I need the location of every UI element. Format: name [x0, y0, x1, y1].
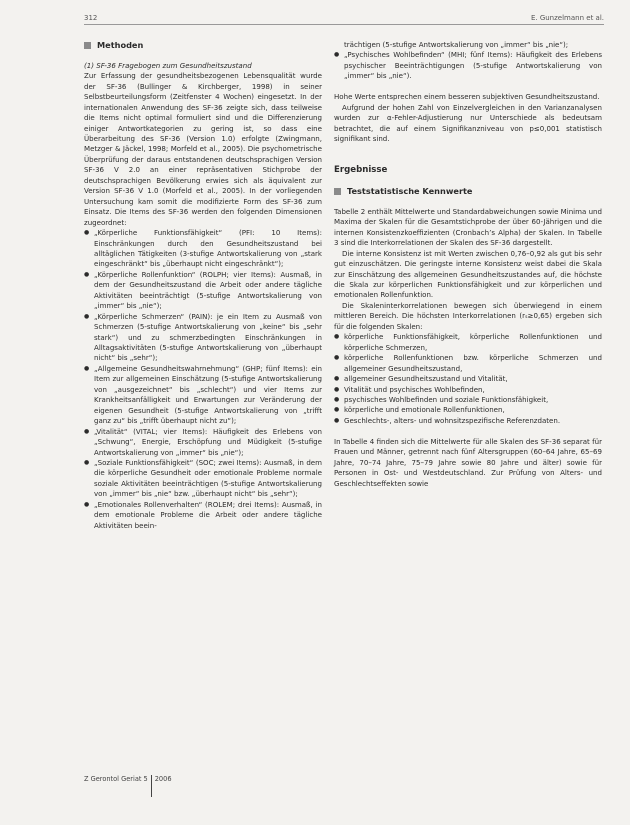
section-heading-methods: Methoden — [84, 40, 322, 50]
list-item: ● „Körperliche Schmerzen“ (PAIN): je ein Item zu Ausmaß von Schmerzen (5-stufige Antwortskalierung von „keine“ bis „sehr stark“) und zu schmerzbedingten Einschränkungen in Alltagsaktivitäten (5-stufige Antwortskalierung von „überhaupt nicht“ bis „sehr“); — [84, 312, 322, 364]
subsection-heading-test-statistics: Teststatistische Kennwerte — [334, 186, 602, 196]
intercorrelation-list — [334, 332, 602, 426]
list-item: ● „Psychisches Wohlbefinden“ (MHI; fünf Items): Häufigkeit des Erlebens psychischer Beeinträchtigungen (5-stufige Antwortskalierung von „immer“ bis „nie“). — [334, 50, 602, 81]
paragraph-table4: In Tabelle 4 finden sich die Mittelwerte für alle Skalen des SF-36 separat für Frauen und Männer, getrennt nach fünf Altersgruppen (60–64 Jahre, 65–69 Jahre, 70–74 Jahre, 75–79 Jahre sowie 80 Jahre und älter) sowie für Personen in Ost- und Westdeutschland. Zur Prüfung von Alters- und Geschlechtseffekten sowie — [334, 436, 602, 488]
list-item: ● „Allgemeine Gesundheitswahrnehmung“ (GHP; fünf Items): ein Item zur allgemeinen Einschätzung (5-stufige Antwortskalierung von „ausgezeichnet“ bis „schlecht“) und vier Items zur Krankheitsanfälligkeit und Erwartungen zur Veränderung der eigenen Gesundheit (5-stufige Antwortskalierung von „trifft ganz zu“ bis „trifft überhaupt nicht zu“); — [84, 364, 322, 427]
list-item: ● „Körperliche Rollenfunktion“ (ROLPH; vier Items): Ausmaß, in dem der Gesundheitszustand die Arbeit oder andere tägliche Aktivitäten beeinträchtigt (5-stufige Antwortskalierung von „immer“ bis „nie“); — [84, 270, 322, 312]
list-item: ● körperliche Funktionsfähigkeit, körperliche Rollenfunktionen und körperliche Schmerzen, — [334, 332, 602, 353]
page-footer — [84, 775, 172, 797]
dimension-list-continued — [334, 50, 602, 81]
paragraph-sf36-intro: Zur Erfassung der gesundheitsbezogenen Lebensqualität wurde der SF-36 (Bullinger & Kirchberger, 1998) in seiner Selbstbeurteilungsform (Zeitfenster 4 Wochen) eingesetzt. In der internationalen Anwendung des SF-36 zeigte sich, dass teilweise die Items nicht optimal formuliert sind und die Differenzierung einiger Antwortkategorien zu gering ist, so dass eine Überarbeitung des SF-36 (Version 1.0) erfolgte (Zwingmann, Metzger & Jäckel, 1998; Morfeld et al., 2005). Die psychometrische Überprüfung der daraus entstandenen deutschsprachigen Version SF-36 V 2.0 an einer repräsentativen Stichprobe der deutschsprachigen Bevölkerung erwies sich als äquivalent zur Version SF-36 V 1.0 (Morfeld et al., 2005). In der vorliegenden Untersuchung kam somit die modifizierte Form des SF-36 zum Einsatz. Die Items des SF-36 werden den folgenden Dimensionen zugeordnet: — [84, 71, 322, 227]
page-header — [84, 14, 604, 26]
left-column — [84, 40, 322, 531]
running-head-authors: E. Gunzelmann et al. — [530, 14, 604, 22]
dimension-list — [84, 228, 322, 531]
section-marker-icon — [334, 188, 341, 195]
list-item: ● „Vitalität“ (VITAL; vier Items): Häufigkeit des Erlebens von „Schwung“, Energie, Erschöpfung und Müdigkeit (5-stufige Antwortskalierung von „immer“ bis „nie“); — [84, 427, 322, 458]
list-item: ● psychisches Wohlbefinden und soziale Funktionsfähigkeit, — [334, 395, 602, 405]
list-item: ● „Soziale Funktionsfähigkeit“ (SOC; zwei Items): Ausmaß, in dem die körperliche Gesundheit oder emotionale Probleme normale soziale Aktivitäten beeinträchtigen (5-stufige Antwortskalierung von „immer“ bis „nie“ bzw. „überhaupt nicht“ bis „sehr“); — [84, 458, 322, 500]
section-marker-icon — [84, 42, 91, 49]
subsection-title-sf36: (1) SF-36 Fragebogen zum Gesundheitszustand — [84, 60, 252, 70]
list-item: ● körperliche Rollenfunktionen bzw. körperliche Schmerzen und allgemeiner Gesundheitszustand, — [334, 353, 602, 374]
footer-divider — [151, 775, 152, 797]
paragraph-table2: Tabelle 2 enthält Mittelwerte und Standardabweichungen sowie Minima und Maxima der Skalen für die Gesamtstichprobe der über 60-Jährigen und die internen Konsistenzkoeffizienten (Cronbach’s Alpha) der Skalen. In Tabelle 3 sind die Interkorrelationen der Skalen des SF-36 dargestellt. — [334, 206, 602, 248]
header-rule — [84, 24, 604, 25]
list-item: ● Vitalität und psychisches Wohlbefinden, — [334, 385, 602, 395]
paragraph-internal-consistency: Die interne Konsistenz ist mit Werten zwischen 0,76–0,92 als gut bis sehr gut einzuschätzen. Die geringste interne Konsistenz weist dabei die Skala zur Einschätzung des allgemeinen Gesundheitszustandes auf, die höchste die Skala zur körperlichen Funktionsfähigkeit und zur körperlichen und emotionalen Rollenfunktion. — [334, 248, 602, 300]
right-column — [334, 40, 602, 489]
list-item: ● „Emotionales Rollenverhalten“ (ROLEM; drei Items): Ausmaß, in dem emotionale Probleme die Arbeit oder andere tägliche Aktivitäten beein- — [84, 500, 322, 531]
paragraph-high-values: Hohe Werte entsprechen einem besseren subjektiven Gesundheitszustand. — [334, 92, 600, 102]
publication-year: 2006 — [154, 775, 172, 783]
list-item-continued: trächtigen (5-stufige Antwortskalierung von „immer“ bis „nie“); — [344, 40, 569, 49]
list-item: ● körperliche und emotionale Rollenfunktionen, — [334, 405, 602, 415]
journal-citation: Z Gerontol Geriat 5 — [84, 775, 148, 783]
section-heading-results: Ergebnisse — [334, 165, 388, 176]
list-item: ● allgemeiner Gesundheitszustand und Vitalität, — [334, 374, 602, 384]
page-number: 312 — [84, 14, 98, 22]
paragraph-intercorrelations: Die Skaleninterkorrelationen bewegen sich überwiegend in einem mittleren Bereich. Die höchsten Interkorrelationen (rₛ≥0,65) ergeben sich für die folgenden Skalen: — [334, 300, 602, 331]
list-item: ● „Körperliche Funktionsfähigkeit“ (PFI: 10 Items): Einschränkungen durch den Gesundheitszustand bei alltäglichen Tätigkeiten (3-stufige Antwortskalierung von „stark eingeschränkt“ bis „überhaupt nicht eingeschränkt“); — [84, 228, 322, 270]
list-item: ● Geschlechts-, alters- und wohnsitzspezifische Referenzdaten. — [334, 416, 602, 426]
paragraph-alpha-adjustment: Aufgrund der hohen Zahl von Einzelvergleichen in den Varianzanalysen wurden zur α-Fehler-Adjustierung nur Unterschiede als bedeutsam betrachtet, die auf einem Signifikanzniveau von p≤0,001 statistisch signifikant sind. — [334, 102, 602, 144]
